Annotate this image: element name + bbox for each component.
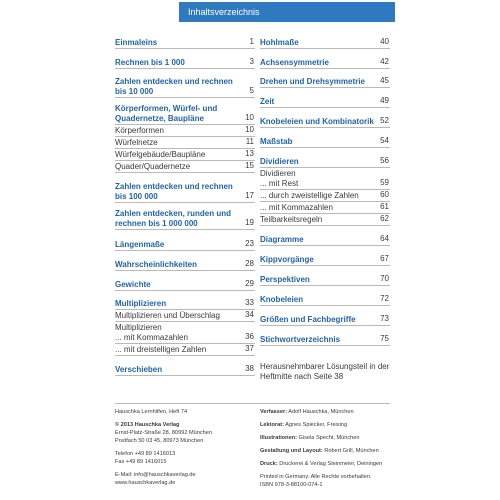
imprint-line (260, 447, 395, 455)
toc-entry-title (260, 235, 390, 245)
toc-chapter (115, 182, 255, 203)
toc-entry-line: Teilbarkeitsregeln (260, 215, 323, 224)
toc-entry-line: Gewichte (115, 280, 151, 289)
toc-entry-line: Multiplizieren (115, 299, 167, 308)
toc-entry-title (115, 38, 255, 48)
toc-entry-line: Zahlen entdecken und rechnen (115, 77, 233, 86)
toc-page-number: 11 (245, 137, 254, 146)
toc-entry-title (115, 260, 255, 270)
toc-entry-title (260, 137, 390, 147)
toc-entry-line: Perspektiven (260, 275, 310, 284)
toc-page-number: 73 (380, 314, 389, 323)
toc-chapter (260, 255, 390, 266)
toc-entry-line: Körperformen (115, 126, 164, 135)
toc-entry-line: Würfelgebäude/Baupläne (115, 150, 206, 159)
toc-entry-title (260, 58, 390, 68)
toc-page-number: 29 (245, 279, 254, 288)
toc-page-number: 60 (380, 190, 389, 199)
toc-entry-title (115, 323, 255, 343)
toc-entry-title (260, 295, 390, 305)
toc-chapter (115, 104, 255, 125)
imprint-line (115, 450, 250, 458)
imprint-label: Gestaltung und Layout: (260, 448, 323, 454)
toc-subentry (115, 162, 255, 173)
toc-subentry (115, 150, 255, 161)
toc-entry-title (115, 209, 255, 229)
toc-entry-line: Längenmaße (115, 240, 165, 249)
imprint-text: Fax +49 89 1416015 (115, 459, 167, 465)
toc-entry-title (260, 215, 390, 225)
toc-chapter (260, 117, 390, 128)
toc-subentry (260, 215, 390, 226)
toc-chapter (115, 209, 255, 230)
toc-subentry (260, 169, 390, 190)
toc-entry-line: Zahlen entdecken, runden und (115, 209, 232, 218)
imprint-text: E-Mail: info@hauschkaverlag.de (115, 472, 196, 478)
imprint-line (115, 429, 250, 437)
toc-entry-title (115, 365, 255, 375)
toc-entry-line: Stichwortverzeichnis (260, 335, 341, 344)
toc-entry-title (260, 191, 390, 201)
toc-chapter (115, 240, 255, 251)
toc-page-number: 37 (245, 344, 254, 353)
toc-entry-line: Diagramme (260, 235, 304, 244)
toc-chapter (115, 77, 255, 98)
toc-page-number: 1 (249, 37, 254, 46)
toc-page-number: 34 (245, 310, 254, 319)
toc-page-number: 13 (245, 149, 254, 158)
toc-entry-line: ... mit Rest (260, 179, 299, 188)
toc-page-number: 72 (380, 294, 389, 303)
toc-page-number: 33 (245, 298, 254, 307)
toc-entry-title (260, 335, 390, 345)
imprint-line (260, 434, 395, 442)
toc-page-number: 70 (380, 274, 389, 283)
imprint-line (115, 408, 250, 416)
toc-entry-line: Multiplizieren und Überschlag (115, 311, 220, 320)
imprint-divider (115, 403, 390, 404)
imprint-value: Robert Grill, München (322, 448, 379, 454)
toc-subentry (260, 191, 390, 202)
toc-entry-line: Würfelnetze (115, 138, 158, 147)
toc-page-number: 61 (380, 202, 389, 211)
toc-entry-line: Einmaleins (115, 38, 158, 47)
toc-entry-line: ... mit Kommazahlen (115, 333, 188, 342)
toc-page-number: 10 (245, 125, 254, 134)
toc-entry-line: bis 100 000 (115, 192, 158, 201)
imprint-text: www.hauschkaverlag.de (115, 480, 176, 486)
toc-page-number: 52 (380, 116, 389, 125)
toc-subentry (115, 345, 255, 356)
toc-entry-line: Drehen und Drehsymmetrie (260, 77, 365, 86)
imprint-text: Ernst-Platz-Straße 28, 80992 München (115, 430, 213, 436)
toc-page-number: 23 (245, 239, 254, 248)
toc-subentry (260, 203, 390, 214)
toc-page-number: 56 (380, 156, 389, 165)
toc-entry-line: bis 10 000 (115, 87, 154, 96)
toc-page-number: 5 (249, 86, 254, 95)
toc-entry-line: Achsensymmetrie (260, 58, 329, 67)
toc-entry-title (260, 255, 390, 265)
toc-subentry (115, 323, 255, 344)
toc-page-number: 62 (380, 214, 389, 223)
toc-entry-line: Verschieben (115, 365, 163, 374)
toc-entry-title (115, 162, 255, 172)
imprint-label: Illustrationen: (260, 435, 297, 441)
toc-entry-line: ... mit dreistelligen Zahlen (115, 345, 207, 354)
toc-entry-title (260, 315, 390, 325)
toc-entry-line: Quader/Quadernetze (115, 162, 191, 171)
toc-chapter (115, 299, 255, 310)
solutions-note: Herausnehmbarer Lösungsteil in der Heftmitte nach Seite 38 (260, 362, 390, 381)
toc-entry-line: Maßstab (260, 137, 293, 146)
toc-entry-line: Größen und Fachbegriffe (260, 315, 356, 324)
toc-subentry (115, 126, 255, 137)
toc-column-left (115, 34, 255, 376)
toc-entry-title (115, 280, 255, 290)
toc-page-number: 38 (245, 364, 254, 373)
toc-entry-line: Wahrscheinlichkeiten (115, 260, 197, 269)
toc-subentry (115, 138, 255, 149)
toc-chapter (260, 38, 390, 49)
toc-entry-line: Dividieren (260, 169, 296, 178)
toc-entry-line: Körperformen, Würfel- und (115, 104, 218, 113)
toc-page-number: 3 (249, 57, 254, 66)
imprint-text: ISBN 978-3-88100-074-1 (260, 482, 323, 488)
toc-page (105, 0, 395, 500)
imprint-value: Druckerei & Verlag Steinmeier, Deiningen (277, 461, 383, 467)
imprint-value: Adolf Hauschka, München (287, 409, 354, 415)
toc-page-number: 64 (380, 234, 389, 243)
toc-chapter (115, 365, 255, 376)
toc-chapter (260, 235, 390, 246)
toc-entry-title (115, 77, 255, 97)
toc-entry-line: Quadernetze, Baupläne (115, 114, 204, 123)
imprint-line (260, 481, 395, 489)
imprint-line (115, 421, 250, 429)
imprint-line (115, 479, 250, 487)
credits-imprint (260, 408, 395, 489)
toc-chapter (260, 295, 390, 306)
imprint-label: Druck: (260, 461, 278, 467)
toc-entry-title (260, 203, 390, 213)
toc-chapter (115, 260, 255, 271)
toc-entry-line: Rechnen bis 1 000 (115, 58, 185, 67)
imprint-line (115, 458, 250, 466)
toc-entry-title (115, 182, 255, 202)
toc-entry-line: Zeit (260, 97, 275, 106)
toc-entry-title (260, 169, 390, 189)
imprint-text: Telefon +49 89 1416013 (115, 451, 176, 457)
toc-entry-title (260, 97, 390, 107)
toc-entry-line: Multiplizieren (115, 323, 162, 332)
toc-entry-line: Zahlen entdecken und rechnen (115, 182, 233, 191)
imprint-line (260, 460, 395, 468)
toc-entry-line: Knobeleien und Kombinatorik (260, 117, 374, 126)
toc-entry-title (115, 126, 255, 136)
toc-entry-line: Kippvorgänge (260, 255, 314, 264)
toc-chapter (115, 280, 255, 291)
toc-page-number: 40 (380, 37, 389, 46)
toc-chapter (260, 335, 390, 346)
imprint-line (260, 473, 395, 481)
imprint-line (260, 421, 395, 429)
toc-entry-title (260, 275, 390, 285)
toc-page-number: 54 (380, 136, 389, 145)
toc-entry-title (115, 150, 255, 160)
toc-chapter (260, 58, 390, 69)
imprint-text: © 2013 Hauschka Verlag (115, 422, 180, 428)
toc-entry-line: Knobeleien (260, 295, 304, 304)
imprint-value: Gisela Specht, München (296, 435, 360, 441)
toc-entry-title (115, 58, 255, 68)
imprint-label: Lektorat: (260, 422, 284, 428)
toc-entry-title (260, 77, 390, 87)
toc-entry-line: Dividieren (260, 157, 299, 166)
publisher-imprint (115, 408, 250, 487)
imprint-text: Printed in Germany. Alle Rechte vorbehalten. (260, 474, 372, 480)
toc-subentry (115, 311, 255, 322)
toc-page-number: 49 (380, 96, 389, 105)
toc-page-number: 17 (245, 191, 254, 200)
toc-entry-title (115, 104, 255, 124)
toc-entry-title (115, 345, 255, 355)
toc-entry-line: ... durch zweistellige Zahlen (260, 191, 359, 200)
toc-entry-title (115, 138, 255, 148)
toc-page-number: 28 (245, 259, 254, 268)
imprint-line (115, 471, 250, 479)
toc-entry-title (115, 240, 255, 250)
toc-entry-line: rechnen bis 1 000 000 (115, 219, 198, 228)
toc-entry-line: ... mit Kommazahlen (260, 203, 333, 212)
toc-chapter (260, 157, 390, 168)
toc-chapter (260, 275, 390, 286)
toc-page-number: 15 (245, 161, 254, 170)
imprint-text: Hauschka Lernhilfen, Heft 74 (115, 409, 188, 415)
imprint-label: Verfasser: (260, 409, 288, 415)
toc-page-number: 36 (245, 332, 254, 341)
toc-chapter (115, 58, 255, 69)
toc-entry-title (260, 157, 390, 167)
toc-entry-title (260, 117, 390, 127)
toc-entry-title (260, 38, 390, 48)
toc-chapter (115, 38, 255, 49)
toc-entry-line: Hohlmaße (260, 38, 299, 47)
imprint-line (260, 408, 395, 416)
toc-page-number: 10 (245, 113, 254, 122)
toc-page-number: 75 (380, 334, 389, 343)
toc-page-number: 59 (380, 178, 389, 187)
toc-page-number: 42 (380, 57, 389, 66)
toc-chapter (260, 315, 390, 326)
imprint-text: Postfach 50 03 45, 80973 München (115, 438, 204, 444)
toc-page-number: 19 (245, 218, 254, 227)
toc-entry-title (115, 299, 255, 309)
toc-chapter (260, 137, 390, 148)
page-header (179, 2, 395, 22)
toc-column-right (260, 34, 390, 346)
imprint-value: Agnes Spiecker, Freising (283, 422, 348, 428)
imprint-line (115, 437, 250, 445)
toc-chapter (260, 97, 390, 108)
toc-chapter (260, 77, 390, 88)
toc-page-number: 45 (380, 76, 389, 85)
page-title: Inhaltsverzeichnis (188, 7, 260, 17)
toc-entry-title (115, 311, 255, 321)
toc-page-number: 67 (380, 254, 389, 263)
